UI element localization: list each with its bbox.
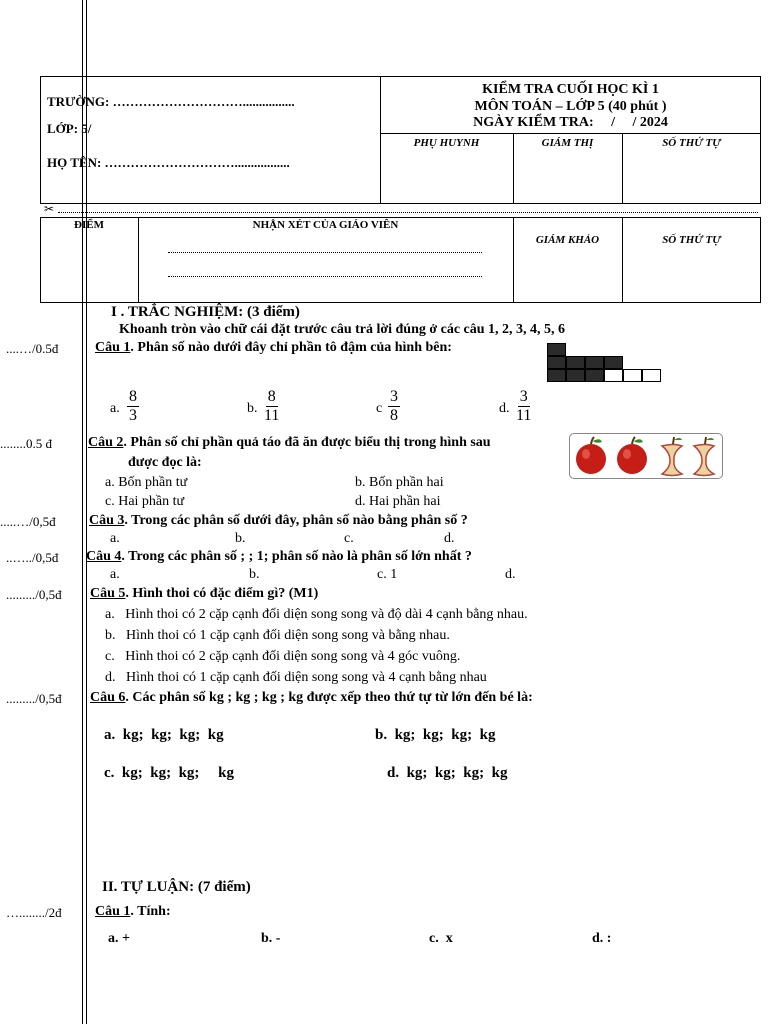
numerator: 3 — [519, 388, 528, 405]
numerator: 8 — [267, 388, 276, 405]
q4-label: Câu 4 — [86, 549, 122, 564]
q6-body: . Các phân số kg ; kg ; kg ; kg được xếp theo thứ tự từ lớn đến bé là: — [125, 690, 533, 705]
exam-date: NGÀY KIỂM TRA: / / 2024 — [473, 115, 668, 130]
part2-q1-c: c. x — [429, 931, 453, 946]
q4-option-c[interactable]: c. 1 — [377, 567, 398, 582]
q4-option-b[interactable]: b. — [249, 567, 260, 582]
q3-label: Câu 3 — [89, 513, 125, 528]
q2-body: . Phân số chỉ phần quả táo đã ăn được biểu thị trong hình sau — [123, 435, 491, 450]
q4-option-d[interactable]: d. — [505, 567, 516, 582]
name-field[interactable]: HỌ TÊN: …………………………................. — [47, 155, 290, 170]
q1-cell — [623, 369, 642, 382]
part2-title: II. TỰ LUẬN: (7 điểm) — [102, 879, 251, 895]
q3-text — [89, 513, 468, 529]
apples-image — [569, 433, 723, 479]
part1-title: I . TRẮC NGHIỆM: (3 điểm) — [111, 304, 300, 320]
q4-option-a[interactable]: a. — [110, 567, 120, 582]
cut-line — [58, 212, 758, 213]
part2-q1-b: b. - — [261, 931, 281, 946]
q1-cell — [566, 356, 585, 369]
q3-option-a[interactable]: a. — [110, 531, 120, 546]
q1-cell — [642, 369, 661, 382]
q2-option-c[interactable]: c. Hai phần tư — [105, 494, 185, 509]
q1-cell — [585, 369, 604, 382]
q3-option-c[interactable]: c. — [344, 531, 354, 546]
col-parent: PHỤ HUYNH — [413, 137, 480, 149]
q1-text — [95, 340, 452, 356]
q1-option-d-letter: d. — [499, 401, 510, 416]
score-label: ĐIỂM — [74, 219, 104, 231]
part1-instruction: Khoanh tròn vào chữ cái đặt trước câu trả lời đúng ở các câu 1, 2, 3, 4, 5, 6 — [119, 322, 566, 337]
q6-option-a[interactable]: a. kg; kg; kg; kg — [104, 727, 224, 743]
q1-option-b-fraction — [264, 388, 279, 425]
numerator: 3 — [390, 388, 398, 405]
q6-points: ........./0,5đ — [6, 691, 62, 706]
q3-option-b[interactable]: b. — [235, 531, 246, 546]
q1-cell — [604, 356, 623, 369]
comment-label: NHẬN XÉT CỦA GIÁO VIÊN — [252, 219, 399, 231]
q5-option-b[interactable]: b. Hình thoi có 1 cặp cạnh đối diện song song và bằng nhau. — [105, 628, 450, 643]
q2-option-b[interactable]: b. Bốn phần hai — [355, 475, 444, 490]
part2-q1-text — [95, 904, 171, 920]
q6-text — [90, 690, 533, 706]
school-field[interactable]: TRƯỜNG: …………………………................ — [47, 94, 295, 109]
q1-option-d-fraction — [516, 388, 531, 425]
q1-cell — [585, 356, 604, 369]
grading-order-label: SỐ THỨ TỰ — [662, 234, 721, 246]
q1-points: ....…/0.5đ — [6, 341, 59, 356]
q2-text — [88, 435, 491, 451]
grading-sep-3 — [622, 217, 623, 303]
denominator: 11 — [264, 407, 280, 424]
scissors-icon: ✂ — [44, 202, 55, 216]
examiner-label: GIÁM KHẢO — [535, 234, 600, 246]
part2-q1-body: . Tính: — [130, 904, 171, 919]
q2-label: Câu 2 — [88, 435, 124, 450]
grading-sep-2 — [513, 217, 514, 303]
col-order: SỐ THỨ TỰ — [662, 137, 721, 149]
denominator: 11 — [516, 407, 532, 424]
q2-points: ........0.5 đ — [0, 436, 52, 451]
numerator: 8 — [129, 388, 137, 405]
q3-body: . Trong các phân số dưới đây, phân số nào bằng phân số ? — [124, 513, 468, 528]
q1-cell — [566, 369, 585, 382]
q1-cell — [604, 369, 623, 382]
q4-body: . Trong các phân số ; ; 1; phân số nào là phân số lớn nhất ? — [121, 549, 472, 564]
comment-line-1[interactable] — [168, 252, 482, 253]
q5-label: Câu 5 — [90, 586, 126, 601]
q1-cell — [547, 369, 566, 382]
q1-body: . Phân số nào dưới đây chỉ phần tô đậm của hình bên: — [130, 340, 452, 355]
q3-option-d[interactable]: d. — [444, 531, 455, 546]
q5-option-d[interactable]: d. Hình thoi có 1 cặp cạnh đối diện song song và 4 cạnh bằng nhau — [105, 670, 487, 685]
q5-option-a[interactable]: a. Hình thoi có 2 cặp cạnh đối diện song song và độ dài 4 cạnh bằng nhau. — [105, 607, 528, 622]
q1-cell — [547, 356, 566, 369]
q2-text-2: được đọc là: — [128, 455, 202, 470]
part2-q1-d: d. : — [592, 931, 612, 946]
q1-option-c-fraction — [388, 388, 400, 425]
exam-title: KIỂM TRA CUỐI HỌC KÌ 1 — [482, 82, 659, 97]
col-proctor: GIÁM THỊ — [541, 137, 594, 149]
q5-option-c[interactable]: c. Hình thoi có 2 cặp cạnh đối diện song song và 4 góc vuông. — [105, 649, 461, 664]
part2-q1-a: a. + — [108, 931, 130, 946]
q5-points: ........./0,5đ — [6, 587, 62, 602]
q1-option-a-letter: a. — [110, 401, 120, 416]
q1-option-a-fraction — [127, 388, 139, 425]
header-hline — [380, 133, 761, 134]
q4-points: ..…../0,5đ — [6, 550, 59, 565]
q6-option-c[interactable]: c. kg; kg; kg; kg — [104, 765, 235, 781]
q6-option-d[interactable]: d. kg; kg; kg; kg — [387, 765, 508, 781]
part2-q1-label: Câu 1 — [95, 904, 131, 919]
q6-option-b[interactable]: b. kg; kg; kg; kg — [375, 727, 496, 743]
comment-line-2[interactable] — [168, 276, 482, 277]
part2-q1-points: …......../2đ — [6, 905, 62, 920]
exam-subject: MÔN TOÁN – LỚP 5 (40 phút ) — [474, 99, 667, 114]
denominator: 8 — [390, 407, 398, 424]
q2-option-d[interactable]: d. Hai phần hai — [355, 494, 441, 509]
q5-body: . Hình thoi có đặc điểm gì? (M1) — [125, 586, 319, 601]
q5-text — [90, 586, 318, 602]
q1-option-b-letter: b. — [247, 401, 258, 416]
apples-icon — [570, 434, 722, 478]
q1-cell — [547, 343, 566, 356]
q2-option-a[interactable]: a. Bốn phần tư — [105, 475, 188, 490]
q1-label: Câu 1 — [95, 340, 131, 355]
class-field[interactable]: LỚP: 5/ — [47, 121, 92, 136]
q6-label: Câu 6 — [90, 690, 126, 705]
q4-text — [86, 549, 472, 565]
denominator: 3 — [129, 407, 137, 424]
q3-points: .....…/0,5đ — [0, 514, 56, 529]
q1-option-c-letter: c — [376, 401, 383, 416]
